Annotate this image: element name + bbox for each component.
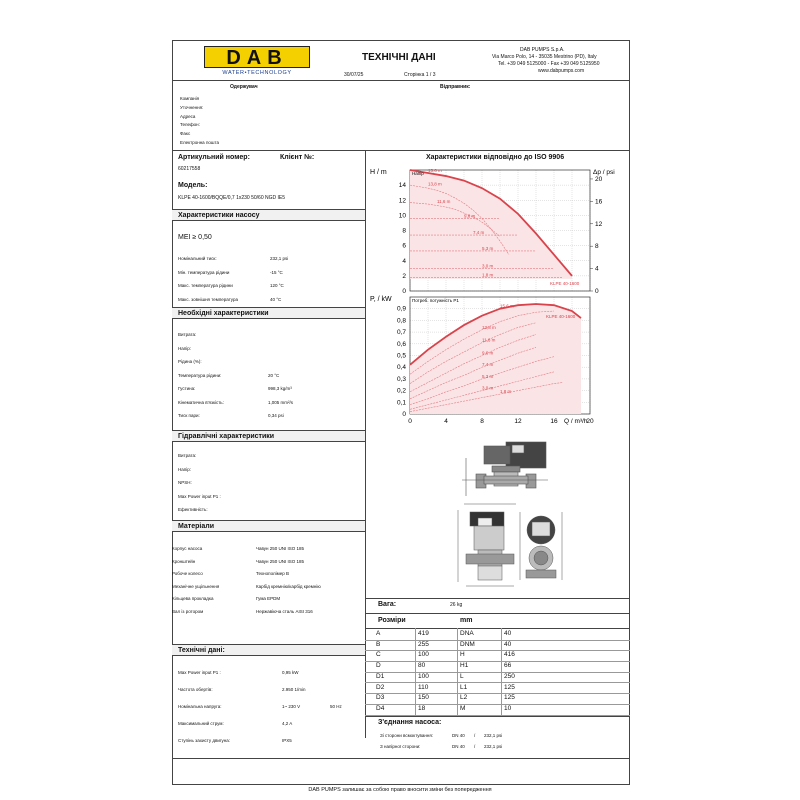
dimensions-unit: mm: [460, 617, 473, 624]
y-tick-label: 0,8: [396, 317, 406, 325]
dim-name: D: [376, 662, 381, 670]
company-web: www.dabpumps.com: [538, 68, 585, 74]
dim-value: 66: [504, 662, 512, 670]
required-value: 1,005 mm²/s: [268, 399, 294, 405]
dim-value: 416: [504, 651, 515, 659]
required-value: 998,3 kg/m³: [268, 386, 292, 391]
dim-value: 125: [504, 683, 515, 691]
section-title: Необхідні характеристики: [178, 310, 269, 317]
y-tick-label: 0,5: [396, 352, 406, 360]
series-label: 13,8 m: [428, 181, 442, 187]
material-label: Корпус насоса: [172, 546, 203, 551]
y-tick-label: 0: [402, 411, 406, 418]
table-rule: [365, 672, 630, 673]
tech-value: IPX5: [282, 738, 292, 743]
dim-value: 255: [418, 640, 429, 648]
dimensions-label: Розміри: [378, 617, 406, 624]
series-label: 7,4 m: [482, 362, 494, 368]
pump-side-view: [462, 442, 548, 496]
tech-label: Максимальний струм:: [178, 721, 224, 726]
divider: [172, 758, 630, 759]
y-tick-label: 0: [402, 288, 406, 295]
material-label: Механічне ущільнення: [172, 583, 220, 589]
recipient-field-label: Адреса: [180, 113, 196, 119]
page-number: Сторінка 1 / 3: [404, 72, 436, 78]
dim-name: A: [376, 630, 381, 637]
tech-label: Max Power input P1 :: [178, 670, 221, 675]
y-tick-label: 0,7: [396, 329, 406, 337]
pump-spec-label: Макс. зовнішня температура: [178, 296, 239, 302]
table-rule: [365, 650, 630, 651]
connection-sep: /: [474, 733, 476, 738]
series-label: 15,6 m: [500, 303, 514, 309]
series-label: 5,3 m: [482, 245, 494, 251]
dim-name: D4: [376, 704, 385, 712]
company-address: Via Marco Polo, 14 - 35035 Mestrino (PD), Italy: [492, 54, 597, 60]
tech-label: Ступінь захисту двигуна:: [178, 738, 230, 743]
y2-tick-label: 20: [595, 175, 603, 183]
pump-spec-label: Мін. температура рідини: [178, 269, 230, 275]
y-tick-label: 0,1: [396, 399, 406, 407]
material-label: Кільцева прокладка: [172, 596, 214, 601]
material-label: Вал із ротором: [172, 608, 204, 614]
dim-value: 10: [504, 704, 512, 712]
series-label: 3,0 m: [482, 263, 494, 269]
series-label: 9,6 m: [482, 350, 494, 356]
x-tick-label: 12: [514, 418, 522, 425]
divider: [365, 628, 630, 629]
article-number: 60217558: [178, 166, 201, 172]
section-title: Матеріали: [178, 523, 214, 530]
material-label: Кронштейн: [172, 558, 196, 564]
y2-tick-label: 0: [595, 288, 599, 295]
connection-psi: 232,1 psi: [484, 744, 503, 749]
pump-spec-value: -15 °C: [270, 269, 283, 275]
doc-date: 30/07/25: [344, 72, 364, 78]
material-value: Гума EPDM: [256, 596, 281, 601]
tech-value: 0,95 kW: [282, 670, 299, 675]
hydraulic-label: Ефективність:: [178, 507, 208, 512]
divider: [365, 598, 630, 599]
hydraulic-label: Напір:: [178, 466, 191, 472]
hydraulic-label: Витрата:: [178, 453, 197, 458]
series-label: 11,6 m: [482, 337, 496, 343]
pump-specs-header: [172, 209, 365, 221]
y2-tick-label: 16: [595, 198, 603, 206]
material-value: Чавун 250 UNI ISO 185: [256, 546, 305, 551]
divider: [172, 150, 630, 151]
divider: [172, 80, 630, 81]
series-label: 15,6 m: [428, 168, 442, 174]
required-label: Тиск пари:: [178, 413, 200, 418]
series-label: 11,6 m: [437, 199, 451, 205]
page-title: ТЕХНІЧНІ ДАНІ: [362, 52, 436, 63]
dim-value: 80: [418, 662, 426, 670]
table-rule: [501, 628, 502, 716]
curve-name: KLPE 40-1600: [546, 314, 576, 319]
table-rule: [365, 704, 630, 705]
connection-psi: 232,1 psi: [484, 733, 503, 738]
recipient-field-label: Факс: [180, 131, 191, 137]
mei-value: MEI ≥ 0,50: [178, 234, 212, 241]
y-axis-label: P, / kW: [370, 296, 392, 303]
company-name: DAB PUMPS S.p.A.: [520, 47, 565, 53]
connection-dn: DN 40: [452, 744, 465, 749]
table-rule: [365, 661, 630, 662]
dim-name: H: [460, 651, 465, 659]
tech-value: 1~ 230 V: [282, 704, 301, 709]
curve-name: KLPE 40-1600: [550, 281, 580, 286]
logo-text: DAB: [226, 47, 288, 69]
dim-name: DNA: [460, 630, 474, 637]
dim-name: L2: [460, 694, 468, 702]
dim-value: 100: [418, 651, 429, 659]
weight-value: 26 kg: [450, 602, 463, 608]
dim-value: 419: [418, 630, 429, 637]
sender-label: Відправник:: [440, 84, 471, 90]
material-value: Нержавіюча сталь AISI 316: [256, 608, 313, 614]
pump-drawing: [366, 440, 630, 598]
dim-value: 100: [418, 672, 429, 680]
section-title: Технічні дані:: [178, 647, 225, 654]
table-rule: [457, 628, 458, 716]
model-label: Модель:: [178, 182, 208, 189]
company-phone: Tel. +39 049 5125000 - Fax +39 049 5125950: [498, 61, 600, 67]
table-rule: [365, 640, 630, 641]
dim-name: L1: [460, 683, 468, 691]
dim-name: M: [460, 704, 466, 712]
logo-badge: [204, 46, 310, 68]
pump-spec-value: 40 °C: [270, 296, 282, 302]
connection-side: З напірної сторони:: [380, 744, 421, 749]
y2-axis-label: Δp / psi: [593, 169, 615, 176]
article-label: Артикульний номер:: [178, 154, 250, 161]
recipient-field-label: Телефон:: [180, 122, 200, 128]
section-title: Гідравлічні характеристики: [178, 433, 275, 440]
tech-extra: 50 Hz: [330, 704, 342, 709]
required-label: Рідина (%):: [178, 359, 202, 364]
pump-spec-value: 120 °C: [270, 283, 284, 288]
y-tick-label: 10: [398, 212, 406, 220]
hydraulic-label: Max Power input P1 :: [178, 493, 221, 499]
required-header: [172, 307, 365, 319]
recipient-field-label: Уточнення:: [180, 104, 204, 110]
head-chart: [370, 168, 615, 295]
connection-side: Зі сторони всмоктування:: [380, 733, 434, 738]
client-label: Клієнт №:: [280, 154, 315, 161]
section-title: Характеристики насосу: [178, 212, 260, 219]
required-label: Температура рідини:: [178, 372, 222, 378]
required-label: Витрата:: [178, 332, 197, 337]
pump-dimension-views: [458, 504, 562, 586]
dim-name: D3: [376, 694, 385, 702]
material-value: Чавун 250 UNI ISO 185: [256, 558, 305, 564]
series-label: 1,8 m: [482, 272, 494, 278]
performance-charts: [366, 160, 630, 440]
hydraulic-header: [172, 430, 365, 442]
y-tick-label: 0,2: [396, 387, 406, 395]
recipient-field-label: Компанія: [180, 96, 200, 101]
dim-name: D2: [376, 683, 385, 691]
y-tick-label: 14: [398, 182, 406, 190]
tech-header: [172, 644, 365, 656]
connection-dn: DN 40: [452, 733, 465, 738]
power-chart: [370, 296, 594, 425]
y2-tick-label: 8: [595, 243, 599, 251]
connection-label: З'єднання насоса:: [378, 719, 442, 726]
dim-name: D1: [376, 672, 385, 680]
recipient-field-label: Електронна пошта: [180, 140, 220, 145]
series-label: 13,8 m: [482, 324, 496, 330]
required-value: 20 °C: [268, 372, 280, 378]
dim-value: 150: [418, 694, 429, 702]
x-axis-label: Q / m³/h: [564, 418, 588, 425]
logo-tagline: WATER•TECHNOLOGY: [222, 70, 292, 76]
footer-note: DAB PUMPS залишає за собою право вносити зміни без попередження: [308, 787, 492, 793]
x-tick-label: 8: [480, 418, 484, 425]
dim-value: 18: [418, 704, 426, 712]
dim-name: L: [460, 672, 464, 680]
tech-value: 2.950 1/min: [282, 687, 306, 692]
weight-label: Вага:: [378, 601, 397, 608]
divider: [365, 716, 630, 717]
hydraulic-label: NPSH:: [178, 480, 192, 485]
dim-value: 40: [504, 640, 512, 648]
chart-subtitle: Напір: [412, 171, 424, 176]
y-tick-label: 6: [402, 242, 406, 250]
y-tick-label: 12: [398, 197, 406, 205]
operating-area: [410, 304, 581, 414]
required-label: Густина:: [178, 386, 196, 391]
dim-name: B: [376, 640, 381, 648]
pump-spec-value: 232,1 psi: [270, 256, 289, 261]
model-value: KLPE 40-1600/BQQE/0,7 1x230 50/60 NGD IE5: [178, 195, 286, 201]
dim-value: 40: [504, 630, 512, 637]
y-axis-label: H / m: [370, 169, 387, 176]
tech-label: Номінальна напруга:: [178, 704, 222, 709]
x-tick-label: 20: [586, 418, 594, 425]
materials-header: [172, 520, 365, 532]
dim-name: DNM: [460, 640, 475, 648]
required-label: Напір:: [178, 345, 191, 351]
material-label: Робоче колесо: [172, 571, 203, 576]
pump-spec-label: Номінальний тиск:: [178, 256, 217, 261]
y-tick-label: 0,3: [396, 375, 406, 383]
y-tick-label: 4: [402, 257, 406, 265]
table-rule: [415, 628, 416, 716]
dim-value: 110: [418, 683, 429, 691]
x-tick-label: 0: [408, 418, 412, 425]
series-label: 1,8 m: [500, 389, 512, 395]
series-label: 3,0 m: [482, 385, 494, 391]
x-tick-label: 4: [444, 418, 448, 425]
series-label: 9,6 m: [464, 213, 476, 219]
material-value: Карбід кремнію/карбід кремнію: [256, 583, 321, 589]
table-rule: [365, 682, 630, 683]
chart-title: Характеристики відповідно до ISO 9906: [426, 154, 565, 161]
tech-value: 4,2 A: [282, 721, 293, 726]
series-label: 7,4 m: [473, 230, 485, 236]
dim-value: 125: [504, 694, 515, 702]
dim-name: H1: [460, 662, 469, 670]
receiver-label: Одержувач: [230, 84, 258, 90]
x-tick-label: 16: [550, 418, 558, 425]
y2-tick-label: 12: [595, 220, 603, 228]
pump-spec-label: Макс. температура рідини: [178, 283, 233, 288]
y-tick-label: 0,4: [396, 364, 406, 372]
y-tick-label: 2: [402, 272, 406, 280]
y2-tick-label: 4: [595, 265, 599, 273]
chart-subtitle: Потреб. потужність P1: [412, 298, 459, 303]
y-tick-label: 8: [402, 227, 406, 235]
required-value: 0,34 psi: [268, 413, 284, 418]
dab-logo: [204, 46, 310, 78]
required-label: Кінематична в'язкість:: [178, 399, 224, 405]
dim-value: 250: [504, 672, 515, 680]
divider: [365, 613, 630, 614]
dim-name: C: [376, 651, 381, 659]
tech-label: Частота обертів:: [178, 687, 213, 692]
table-rule: [365, 693, 630, 694]
connection-sep: /: [474, 744, 476, 749]
series-label: 5,3 m: [482, 373, 494, 379]
y-tick-label: 0,9: [396, 305, 406, 313]
material-value: Технополімер B: [256, 571, 289, 576]
y-tick-label: 0,6: [396, 340, 406, 348]
